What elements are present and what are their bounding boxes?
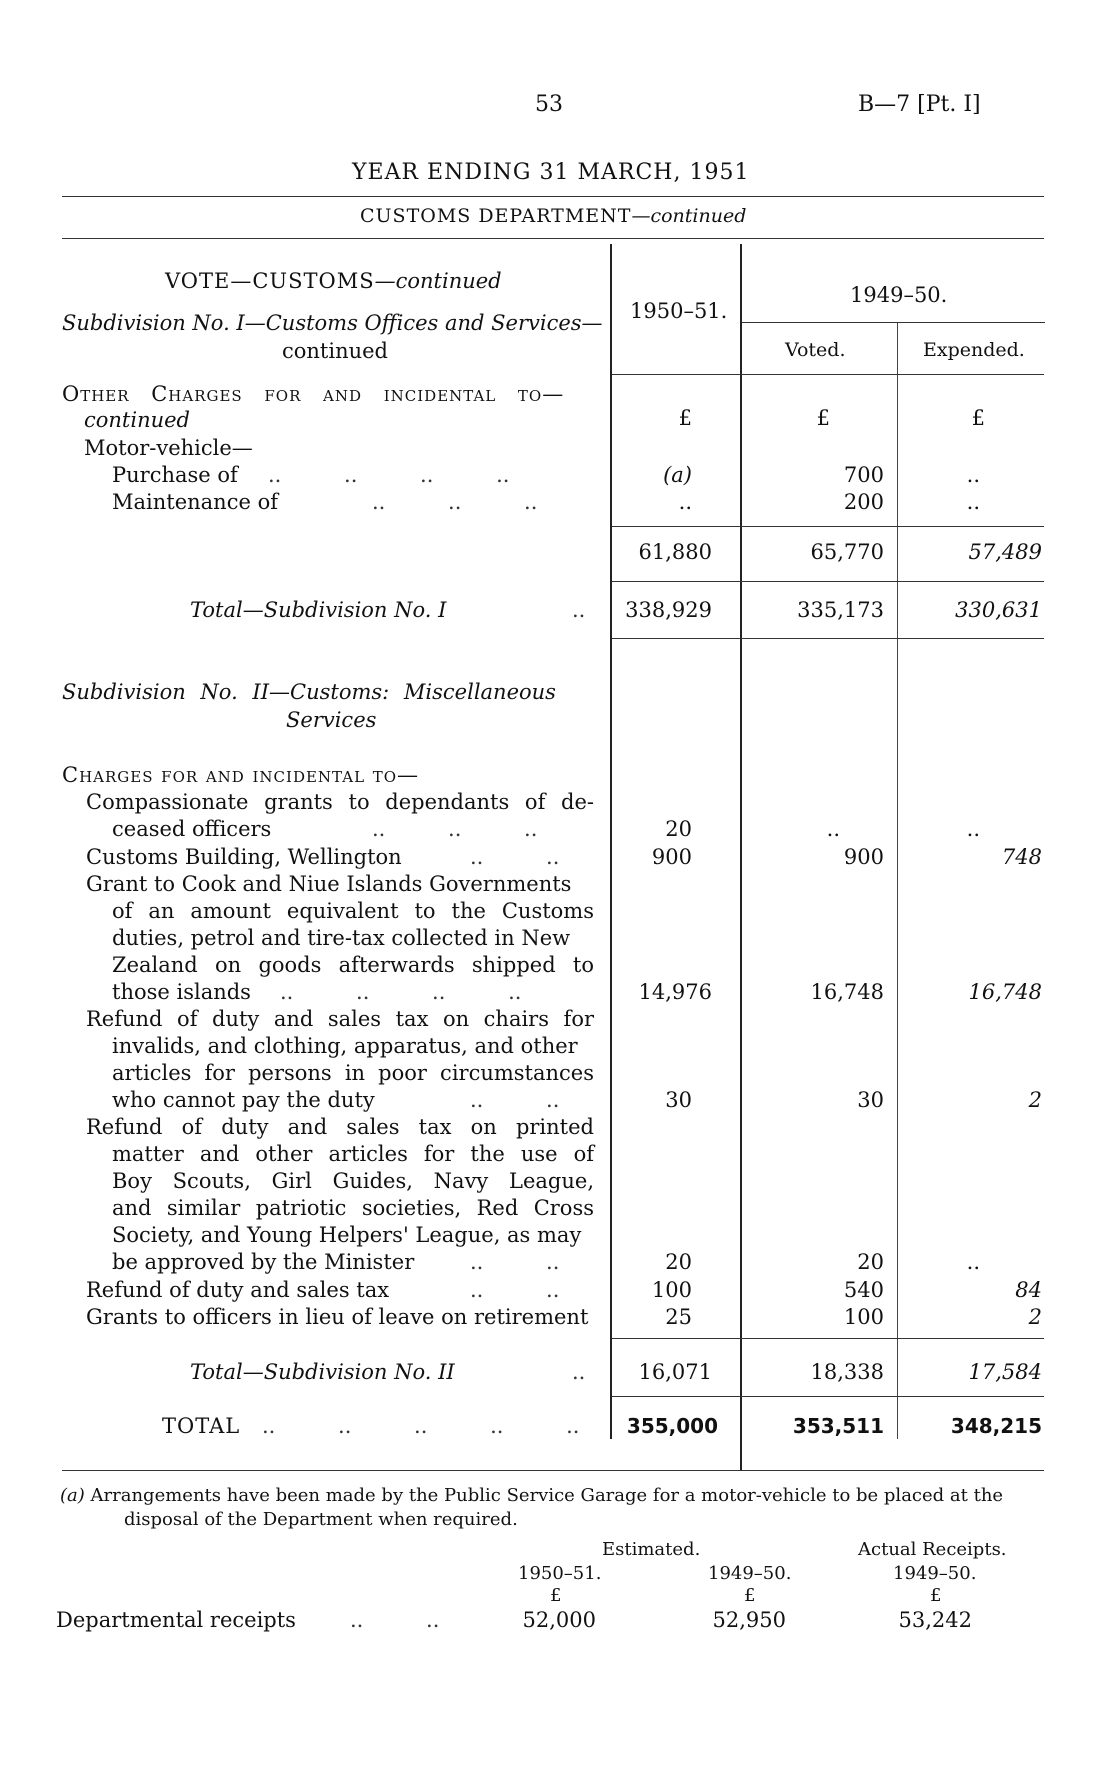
leader-dots: .. .. .. <box>372 817 538 841</box>
leader-dots: .. .. .. .. .. <box>262 1414 580 1438</box>
rule-top <box>62 196 1044 197</box>
leader-dots: .. .. <box>470 1250 560 1274</box>
row-voted: 900 <box>843 845 884 869</box>
subdivision-2-services: Services <box>286 708 377 732</box>
receipts-col1-year: 1950–51. <box>518 1563 602 1584</box>
charges-heading: Charges for and incidental to— <box>62 763 420 787</box>
row-1950: 25 <box>665 1305 692 1329</box>
row-text: ceased officers <box>112 817 272 841</box>
rule-under-department <box>62 238 1044 239</box>
row-1950: 900 <box>651 845 692 869</box>
row-voted: 20 <box>857 1250 884 1274</box>
rule-above-subtotal <box>612 526 1044 527</box>
row-text: invalids, and clothing, apparatus, and other <box>112 1034 578 1058</box>
total1-expended: 330,631 <box>955 598 1042 622</box>
rule-below-subtotal <box>612 581 1044 582</box>
department-name: CUSTOMS DEPARTMENT <box>360 205 632 227</box>
row-voted: 30 <box>857 1088 884 1112</box>
rule-table-bottom <box>62 1470 1044 1471</box>
row-voted: 100 <box>843 1305 884 1329</box>
col-rule-2 <box>740 244 742 1470</box>
row-expended: 2 <box>1028 1305 1042 1329</box>
row-text: Refund of duty and sales tax on chairs for <box>86 1007 594 1031</box>
col-header-expended: Expended. <box>923 339 1025 361</box>
purchase-1950: (a) <box>663 463 692 487</box>
maintenance-voted: 200 <box>843 490 884 514</box>
receipts-1950-value: 52,000 <box>522 1608 596 1632</box>
grand-total-expended: 348,215 <box>950 1414 1042 1438</box>
maintenance-1950: .. <box>678 490 692 514</box>
row-text: duties, petrol and tire-tax collected in New <box>112 926 571 950</box>
purchase-expended: .. <box>966 463 980 487</box>
rule-below-total2 <box>612 1396 1044 1397</box>
row-text: articles for persons in poor circumstances <box>112 1061 594 1085</box>
col-rule-3 <box>897 322 898 1439</box>
row-1950: 20 <box>665 1250 692 1274</box>
receipts-1949-actual-value: 53,242 <box>898 1608 972 1632</box>
currency-expended: £ <box>971 406 985 430</box>
leader-dots: .. .. <box>470 1278 560 1302</box>
department-heading <box>360 205 746 227</box>
total1-voted: 335,173 <box>797 598 884 622</box>
row-expended: .. <box>966 817 980 841</box>
receipts-label: Departmental receipts <box>56 1608 296 1632</box>
motor-vehicle-label: Motor-vehicle— <box>84 436 253 460</box>
rule-under-headers <box>612 374 1044 375</box>
row-text: be approved by the Minister <box>112 1250 415 1274</box>
maintenance-label: Maintenance of <box>112 490 278 514</box>
row-text: Refund of duty and sales tax on printed <box>86 1115 594 1139</box>
leader-dots: .. .. <box>350 1608 440 1632</box>
leader-dots: .. .. <box>470 845 560 869</box>
row-1950: 30 <box>665 1088 692 1112</box>
row-expended: 84 <box>1015 1278 1042 1302</box>
row-text: who cannot pay the duty <box>112 1088 375 1112</box>
rule-above-total2 <box>612 1338 1044 1339</box>
maintenance-expended: .. <box>966 490 980 514</box>
receipts-actual-header: Actual Receipts. <box>858 1539 1007 1560</box>
row-expended: 748 <box>1001 845 1042 869</box>
row-expended: 2 <box>1028 1088 1042 1112</box>
vote-heading: VOTE—CUSTOMS—continued <box>165 269 502 293</box>
subtotal1-1950: 61,880 <box>638 540 712 564</box>
department-suffix: —continued <box>631 205 747 227</box>
row-expended: 16,748 <box>968 980 1042 1004</box>
row-1950: 14,976 <box>638 980 712 1004</box>
row-text: Boy Scouts, Girl Guides, Navy League, <box>112 1169 594 1193</box>
currency-voted: £ <box>816 406 830 430</box>
subdivision-1-continued: continued <box>282 339 389 363</box>
row-text: Grant to Cook and Niue Islands Governments <box>86 872 572 896</box>
total1-label: Total—Subdivision No. I <box>190 598 447 622</box>
receipts-col2-year: 1949–50. <box>708 1563 792 1584</box>
total2-1950: 16,071 <box>638 1360 712 1384</box>
row-expended: .. <box>966 1250 980 1274</box>
page-number: 53 <box>535 92 563 117</box>
row-text: and similar patriotic societies, Red Cross <box>112 1196 594 1220</box>
receipts-col3-currency: £ <box>930 1585 942 1606</box>
row-text: Zealand on goods afterwards shipped to <box>112 953 594 977</box>
row-1950: 20 <box>665 817 692 841</box>
receipts-col2-currency: £ <box>744 1585 756 1606</box>
receipts-estimated-header: Estimated. <box>602 1539 701 1560</box>
leader-dots: .. .. <box>470 1088 560 1112</box>
row-text: those islands <box>112 980 251 1004</box>
grand-total-1950: 355,000 <box>626 1414 718 1438</box>
currency-1950: £ <box>678 406 692 430</box>
total1-1950: 338,929 <box>625 598 712 622</box>
receipts-col3-year: 1949–50. <box>893 1563 977 1584</box>
grand-total-voted: 353,511 <box>792 1414 884 1438</box>
col-header-1950: 1950–51. <box>630 299 728 323</box>
subdivision-2-heading: Subdivision No. II—Customs: Miscellaneous <box>62 680 556 704</box>
col-header-1949: 1949–50. <box>850 283 948 307</box>
row-text: Compassionate grants to dependants of de- <box>86 790 594 814</box>
leader-dots: .. <box>572 1360 586 1384</box>
total2-expended: 17,584 <box>968 1360 1042 1384</box>
col-header-voted: Voted. <box>785 339 846 361</box>
receipts-col1-currency: £ <box>550 1585 562 1606</box>
col-rule-1 <box>610 244 612 1439</box>
leader-dots: .. .. .. .. <box>280 980 522 1004</box>
row-text: Grants to officers in lieu of leave on retirement <box>86 1305 589 1329</box>
footnote-line-2: disposal of the Department when required. <box>124 1509 518 1530</box>
purchase-voted: 700 <box>843 463 884 487</box>
leader-dots: .. .. .. <box>372 490 538 514</box>
row-voted: 540 <box>843 1278 884 1302</box>
row-voted: 16,748 <box>810 980 884 1004</box>
row-text: Customs Building, Wellington <box>86 845 402 869</box>
purchase-label: Purchase of <box>112 463 238 487</box>
subdivision-1-heading: Subdivision No. I—Customs Offices and Services— <box>62 311 603 335</box>
rule-below-total1 <box>612 638 1044 639</box>
page-reference: B—7 [Pt. I] <box>858 92 981 117</box>
row-text: of an amount equivalent to the Customs <box>112 899 594 923</box>
rule-under-1949 <box>742 322 1045 323</box>
other-charges-continued: continued <box>84 408 191 432</box>
row-1950: 100 <box>651 1278 692 1302</box>
footnote-marker: (a) <box>60 1485 85 1506</box>
page-title: YEAR ENDING 31 MARCH, 1951 <box>352 160 750 185</box>
subtotal1-expended: 57,489 <box>968 540 1042 564</box>
total2-label: Total—Subdivision No. II <box>190 1360 455 1384</box>
subtotal1-voted: 65,770 <box>810 540 884 564</box>
footnote-line-1: (a) Arrangements have been made by the Public Service Garage for a motor-vehicle to be placed at the <box>60 1485 1004 1506</box>
leader-dots: .. <box>572 598 586 622</box>
leader-dots: .. .. .. .. <box>268 463 510 487</box>
row-text: Refund of duty and sales tax <box>86 1278 390 1302</box>
total2-voted: 18,338 <box>810 1360 884 1384</box>
row-text: matter and other articles for the use of <box>112 1142 594 1166</box>
receipts-1949-estimated-value: 52,950 <box>712 1608 786 1632</box>
row-text: Society, and Young Helpers' League, as may <box>112 1223 582 1247</box>
grand-total-label: TOTAL <box>162 1414 241 1438</box>
other-charges-heading: Other Charges for and incidental to— <box>62 382 565 406</box>
row-voted: .. <box>826 817 840 841</box>
